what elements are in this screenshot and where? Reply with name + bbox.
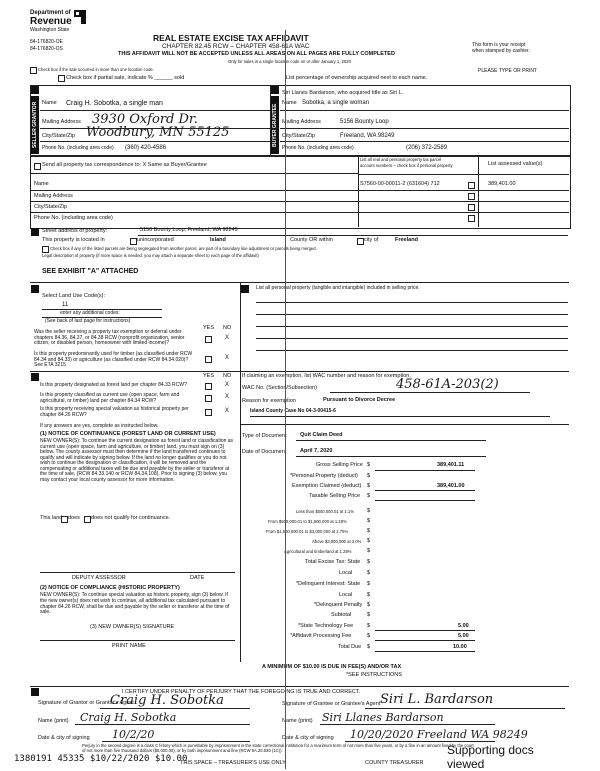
segregated-label: Check box if any of the listed parcels are being segregated from another parcel, are part of a boundary line adjustment or parcels being merged. xyxy=(50,246,317,251)
gross-dollar: $ xyxy=(367,462,371,468)
buyer-name[interactable]: Sobotka, a single woman xyxy=(302,100,370,106)
personal-marker-icon xyxy=(241,285,249,293)
certify-statement: I CERTIFY UNDER PENALTY OF PERJURY THAT THE FOREGOING IS TRUE AND CORRECT. xyxy=(122,689,361,695)
tier3-dollar: $ xyxy=(367,528,371,534)
rule xyxy=(330,392,530,393)
seller-city[interactable]: Woodbury, MN 55125 xyxy=(86,125,230,140)
rule xyxy=(138,235,568,236)
form-code2: 84-176820-OS xyxy=(30,46,63,52)
seller-mailing-label: Mailing Address xyxy=(42,119,81,125)
date-grantor[interactable]: 10/2/20 xyxy=(112,728,155,741)
buyer-mailing-label: Mailing Address xyxy=(282,119,321,125)
rule xyxy=(280,110,569,111)
seller-name-label: Name xyxy=(42,100,57,106)
local2-dollar: $ xyxy=(367,592,371,598)
taxable-dollar: $ xyxy=(367,493,371,499)
city-of-label: city of xyxy=(364,237,379,243)
rule xyxy=(40,110,270,111)
rule xyxy=(280,128,569,129)
eff-note: Only for sales in a single location code on or after January 1, 2020 xyxy=(228,59,351,64)
taxable-label: Taxable Selling Price xyxy=(309,493,361,499)
forest-q1-yes[interactable] xyxy=(205,383,212,390)
case-number[interactable]: Island County Case No 04-3-00415-6 xyxy=(250,408,336,414)
seller-phone-label: Phone No. (including area code) xyxy=(42,145,114,151)
tax-corr-label: Send all property tax correspondence to: X Same as Buyer/Grantee xyxy=(42,162,207,168)
seller-section-label: SELLER GRANTOR xyxy=(31,96,39,154)
q1-yes-checkbox[interactable] xyxy=(205,336,212,343)
unincorporated-label: unincorporated xyxy=(137,237,174,243)
forest-q3: Is this property receiving special valuation as historical property per chapter 84.26 RCW? xyxy=(40,406,189,418)
certify-marker-icon xyxy=(31,688,39,696)
name-grantor[interactable]: Craig H. Sobotka xyxy=(80,711,177,724)
sig-grantee[interactable]: Siri L. Bardarson xyxy=(380,692,494,707)
forest-q3-no[interactable]: X xyxy=(225,408,230,414)
rule xyxy=(296,456,486,457)
rule xyxy=(102,741,250,742)
tax-corr-checkbox[interactable] xyxy=(34,163,41,170)
personal-label: *Personal Property (deduct) xyxy=(290,473,358,479)
tax-corr-mailing: Mailing Address xyxy=(34,193,73,199)
date-grantor-label: Date & city of signing xyxy=(38,735,90,741)
agri: Agricultural and timberland at 1.28% xyxy=(284,549,352,554)
forest-no-header: NO xyxy=(223,373,232,379)
see-instructions: *SEE INSTRUCTIONS xyxy=(346,672,402,678)
wa-state-logo-icon xyxy=(73,9,87,25)
rule xyxy=(40,640,235,641)
exempt-dollar: $ xyxy=(367,483,371,489)
delinq-pen-label: *Delinquent Penalty xyxy=(314,602,363,608)
rule xyxy=(358,155,359,227)
name-grantor-label: Name (print) xyxy=(38,718,69,724)
located-label: This property is located in xyxy=(42,237,105,243)
name-grantee-label: Name (print) xyxy=(282,718,313,724)
rule xyxy=(375,490,475,491)
city-name[interactable]: Freeland xyxy=(395,237,418,243)
parcel-checkbox-2[interactable] xyxy=(468,193,475,200)
tech-fee-value[interactable]: 5.00 xyxy=(458,623,469,629)
multi-location-checkbox[interactable] xyxy=(30,67,37,74)
seller-phone[interactable]: (360) 420-4586 xyxy=(125,145,167,151)
form-title: REAL ESTATE EXCISE TAX AFFIDAVIT xyxy=(153,33,309,43)
q2-yes-checkbox[interactable] xyxy=(205,356,212,363)
treasurer-space: THIS SPACE – TREASURER'S USE ONLY xyxy=(180,760,286,766)
rule xyxy=(30,212,358,213)
forest-q2-no[interactable]: X xyxy=(225,394,230,400)
q2-no-mark[interactable]: X xyxy=(225,355,230,361)
landuse-see-back: (See back of last page for instructions) xyxy=(45,318,131,324)
does-not-checkbox[interactable] xyxy=(84,516,91,523)
q1-no-mark[interactable]: X xyxy=(225,335,230,341)
landuse-additional: enter any additional codes: xyxy=(60,310,120,316)
county-treasurer: COUNTY TREASURER xyxy=(365,760,424,766)
rule xyxy=(358,190,569,191)
tax-corr-name: Name xyxy=(34,181,49,187)
property-marker-icon xyxy=(31,228,39,236)
landuse-code[interactable]: 11 xyxy=(62,302,69,308)
tech-fee-label: *State Technology Fee xyxy=(298,623,354,629)
form-subtitle: CHAPTER 82.45 RCW – CHAPTER 458-61A WAC xyxy=(162,43,310,50)
agency-logo-text: Revenue xyxy=(30,16,72,27)
form-code1: 84-176820-OE xyxy=(30,39,63,45)
tier4-dollar: $ xyxy=(367,538,371,544)
agency-line3: Washington State xyxy=(30,27,70,33)
date-grantee-label: Date & city of signing xyxy=(282,735,334,741)
exemption-reason[interactable]: Pursuant to Divorce Decree xyxy=(323,397,396,403)
street-address[interactable]: 5156 Bounty Loop, Freeland, WA 98249 xyxy=(140,227,238,233)
this-land-label: This land xyxy=(40,515,63,521)
rule xyxy=(375,630,475,631)
rule xyxy=(240,424,569,425)
historic-body: NEW OWNER(S): To continue special valuation as historic property, sign (3) below. If the new owner(s) does not wish to continue, all additional tax calculated pursuant to chapter 84.26 RCW, shall be due and payable by the seller or transferor at the time of sale. xyxy=(40,592,230,616)
rule xyxy=(358,174,569,175)
date-grantee[interactable]: 10/20/2020 Freeland WA 98249 xyxy=(350,728,528,741)
seller-name[interactable]: Craig H. Sobotka, a single man xyxy=(66,100,163,107)
forest-any-yes: If any answers are yes, complete as instructed below. xyxy=(40,423,159,429)
buyer-city-label: City/State/Zip xyxy=(282,133,316,139)
partial-sale-checkbox[interactable] xyxy=(58,75,65,82)
total-excise-label: Total Excise Tax: State xyxy=(305,559,361,565)
tier4: Above $3,000,000 at 3.0% xyxy=(312,539,362,544)
seller-city-label: City/State/Zip xyxy=(42,133,76,139)
name-grantee[interactable]: Siri Llanes Bardarson xyxy=(322,711,444,724)
rule xyxy=(320,724,495,725)
parcel-personal-checkbox[interactable] xyxy=(468,182,475,189)
buyer-mailing[interactable]: 5156 Bounty Loop xyxy=(340,119,389,125)
rule xyxy=(256,302,568,303)
new-owner-signature: (3) NEW OWNER(S) SIGNATURE xyxy=(90,624,175,630)
agency-line1: Department of xyxy=(30,10,71,16)
buyer-marker-icon xyxy=(271,86,279,94)
ownership-pct-note: List percentage of ownership acquired next to each name. xyxy=(286,75,428,81)
rule xyxy=(256,326,568,327)
forest-q2-yes[interactable] xyxy=(205,395,212,402)
parcel-number[interactable]: S7560-00-00011-2 (631604) 712 xyxy=(360,181,440,187)
not-qualify-label: does not qualify for continuance. xyxy=(91,515,171,521)
rule xyxy=(240,282,241,662)
rule xyxy=(280,141,569,142)
county-name[interactable]: Island xyxy=(210,237,226,243)
proc-fee-dollar: $ xyxy=(367,633,371,639)
proc-fee-value[interactable]: 5.00 xyxy=(458,633,469,639)
delinq-int-dollar: $ xyxy=(367,581,371,587)
tier1-dollar: $ xyxy=(367,508,371,514)
parcel-header1: List all real and personal property tax parcel xyxy=(360,157,442,162)
receipt-note2: when stamped by cashier. xyxy=(472,48,530,54)
print-name: PRINT NAME xyxy=(112,643,146,649)
doc-date[interactable]: April 7, 2020 xyxy=(300,448,333,454)
rule xyxy=(30,686,569,687)
buyer-pre-name[interactable]: Siri Llanes Bardarson, who acquired title as Siri L. xyxy=(282,90,404,96)
buyer-city[interactable]: Freeland, WA 98249 xyxy=(340,133,395,139)
rule xyxy=(30,173,358,174)
forest-q1: Is this property designated as forest land per chapter 84.33 RCW? xyxy=(40,382,187,388)
parcel-header2: account numbers – check box if personal property xyxy=(360,163,453,168)
rule xyxy=(240,371,569,372)
treasurer-stamp: 1380191 45335 $10/22/2020 $10.00 xyxy=(14,754,188,764)
this-land-checkbox[interactable] xyxy=(61,516,68,523)
rule xyxy=(256,314,568,315)
landuse-yes-header: YES xyxy=(203,325,215,331)
historic-title: (2) NOTICE OF COMPLIANCE (HISTORIC PROPERTY) xyxy=(40,585,180,591)
unincorporated-checkbox[interactable] xyxy=(130,238,137,245)
rule xyxy=(375,470,475,471)
form-warning: THIS AFFIDAVIT WILL NOT BE ACCEPTED UNLESS ALL AREAS ON ALL PAGES ARE FULLY COMPLETED xyxy=(118,51,395,57)
gross-value[interactable]: 389,401.11 xyxy=(437,462,465,468)
forest-q1-no[interactable]: X xyxy=(225,382,230,388)
landuse-marker-icon xyxy=(31,285,39,293)
does-label: does xyxy=(68,515,80,521)
personal-dollar: $ xyxy=(367,473,371,479)
rule xyxy=(256,350,568,351)
exempt-value[interactable]: 389,401.00 xyxy=(437,483,465,489)
landuse-no-header: NO xyxy=(223,325,232,331)
rule xyxy=(40,141,270,142)
tech-fee-dollar: $ xyxy=(367,623,371,629)
proc-fee-label: *Affidavit Processing Fee xyxy=(290,633,352,639)
exhibit-a: SEE EXHIBIT "A" ATTACHED xyxy=(42,268,139,275)
legal-desc-label: Legal description of property (if more space is needed, you may attach a separate sheet to each page of the affidavit) xyxy=(42,253,259,258)
landuse-q1: Was the seller receiving a property tax exemption or deferral under chapters 84.36, 84.37, or 84.38 RCW (nonprofit organization, senior citizen, or disabled person, homeowner with limited income)? xyxy=(34,329,185,347)
buyer-section-label: BUYER GRANTEE xyxy=(271,96,279,154)
sig-grantor[interactable]: Craig H. Sobotka xyxy=(110,693,224,708)
notice-title: (1) NOTICE OF CONTINUANCE (FOREST LAND OR CURRENT USE) xyxy=(40,431,216,437)
tier2: From $500,000.01 to $1,500,000 at 1.28% xyxy=(268,519,347,524)
landuse-q2: Is this property predominantly used for timber (as classified under RCW 84.34 and 84.33) or agriculture (as classified under RCW 84.34.020)? See ETA 3215 xyxy=(34,351,193,369)
tax-corr-phone: Phone No. (including area code) xyxy=(34,215,113,221)
rule xyxy=(256,338,568,339)
rule xyxy=(345,741,495,742)
seller-mailing[interactable]: 3930 Oxford Dr. xyxy=(92,112,198,127)
delinq-pen-dollar: $ xyxy=(367,602,371,608)
total-due-label: Total Due xyxy=(338,644,362,650)
receipt-note1: This form is your receipt xyxy=(472,42,526,48)
rule xyxy=(30,282,569,283)
city-of-checkbox[interactable] xyxy=(357,238,364,245)
gross-label: Gross Selling Price xyxy=(316,462,363,468)
buyer-phone[interactable]: (206) 372-2589 xyxy=(406,145,448,151)
doc-date-label: Date of Document xyxy=(242,449,287,455)
multi-location-label: Check box if the sale occurred in more than one location code. xyxy=(38,67,154,72)
total-due-dollar: $ xyxy=(367,644,371,650)
notice-body: NEW OWNER(S): To continue the current designation as forest land or classification as current use (open space, farm and agriculture, or timber) land, you must sign on (3) below. The county assessor must then determine if the land transferred continues to qualify and will indicate by signing below. If the land no longer qualifies or you do not wish to continue the designation or classification, it will be removed and the compensating or additional taxes will be due and payable by the seller or transferor at the time of sale. (RCW 84.33.140 or RCW 84.34.108). Prior to signing (3) below, you may contact your local county assessor for more information. xyxy=(40,438,234,483)
doc-type-label: Type of Document xyxy=(242,433,287,439)
forest-yes-header: YES xyxy=(203,373,215,379)
sig-grantee-label: Signature of Grantee or Grantee's Agent xyxy=(282,701,381,707)
rule xyxy=(75,724,250,725)
deputy-assessor: DEPUTY ASSESSOR xyxy=(72,575,126,581)
street-label: Street address of property: xyxy=(42,228,108,234)
agri-dollar: $ xyxy=(367,548,371,554)
minimum-note: A MINIMUM OF $10.00 IS DUE IN FEE(S) AND/OR TAX xyxy=(262,664,402,670)
buyer-name-label: Name xyxy=(282,100,297,106)
local-label: Local xyxy=(339,570,353,576)
parcel-value[interactable]: 389,401.00 xyxy=(488,181,516,187)
forest-q2: Is this property classified as current use (open space, farm and agricultural, or timber) land per chapter 84.34 RCW? xyxy=(40,392,180,404)
seller-marker-icon xyxy=(31,86,39,94)
tier2-dollar: $ xyxy=(367,518,371,524)
parcel-header3: List assessed value(s) xyxy=(488,161,543,167)
tax-corr-city: City/State/Zip xyxy=(34,204,68,210)
rule xyxy=(30,201,358,202)
perjury-notice: Perjury in the second degree is a class C felony which is punishable by imprisonment in the state correctional institution for a maximum term of not more than five years, or by a fine in an amount fixed by the court of not more than five thousand dollars ($5,000.00), or by both imprisonment and fine (RCW 9A.20.020 (1C)). xyxy=(82,743,474,753)
rule xyxy=(296,440,486,441)
local-dollar: $ xyxy=(367,570,371,576)
exempt-label: Exemption Claimed (deduct) xyxy=(292,483,362,489)
segregated-checkbox[interactable] xyxy=(42,246,49,253)
tier3: From $1,500,000.01 to $3,000,000 at 2.75% xyxy=(266,529,349,534)
rule xyxy=(365,708,565,709)
type-or-print: PLEASE TYPE OR PRINT xyxy=(478,68,538,74)
subtotal-dollar: $ xyxy=(367,612,371,618)
partial-sale-label: Check box if partial sale, indicate % ______ sold xyxy=(66,75,185,81)
forest-q3-yes[interactable] xyxy=(205,409,212,416)
county-label: County OR within xyxy=(290,237,333,243)
rule xyxy=(375,651,475,652)
doc-type[interactable]: Quit Claim Deed xyxy=(300,432,343,438)
tier1: Less than $500,000.01 at 1.1% xyxy=(296,509,354,514)
rule xyxy=(100,708,250,709)
subtotal-label: Subtotal xyxy=(331,612,352,618)
local2-label: Local xyxy=(339,592,353,598)
landuse-label: Select Land Use Code(s): xyxy=(42,293,105,299)
rule xyxy=(250,416,550,417)
rule xyxy=(375,640,475,641)
buyer-phone-label: Phone No. (including area code) xyxy=(282,145,354,151)
rule xyxy=(30,371,240,372)
forest-marker-icon xyxy=(31,373,39,381)
parcel-checkbox-4[interactable] xyxy=(468,215,475,222)
rule xyxy=(40,572,235,573)
deputy-date: DATE xyxy=(190,575,205,581)
scan-fold-line xyxy=(285,30,286,769)
rule xyxy=(478,155,479,227)
exemption-intro: If claiming an exemption, list WAC number and reason for exemption. xyxy=(242,373,411,379)
parcel-checkbox-3[interactable] xyxy=(468,204,475,211)
personal-property-label: List all personal property (tangible and intangible) included in selling price. xyxy=(256,285,420,291)
total-due-value[interactable]: 10.00 xyxy=(453,644,467,650)
rule xyxy=(30,190,358,191)
delinq-int-label: *Delinquent Interest: State xyxy=(296,581,361,587)
total-excise-dollar: $ xyxy=(367,559,371,565)
sig-grantor-label: Signature of Grantor or Grantor's Agent xyxy=(38,700,134,706)
wac-label: WAC No. (Section/Subsection) xyxy=(242,385,317,391)
rule xyxy=(375,500,475,501)
wac-number[interactable]: 458-61A-203(2) xyxy=(396,377,499,392)
rule xyxy=(358,212,569,213)
supporting-docs-note: Supporting docs viewed xyxy=(447,743,534,771)
exemption-reason-label: Reason for exemption xyxy=(242,398,296,404)
rule xyxy=(358,201,569,202)
